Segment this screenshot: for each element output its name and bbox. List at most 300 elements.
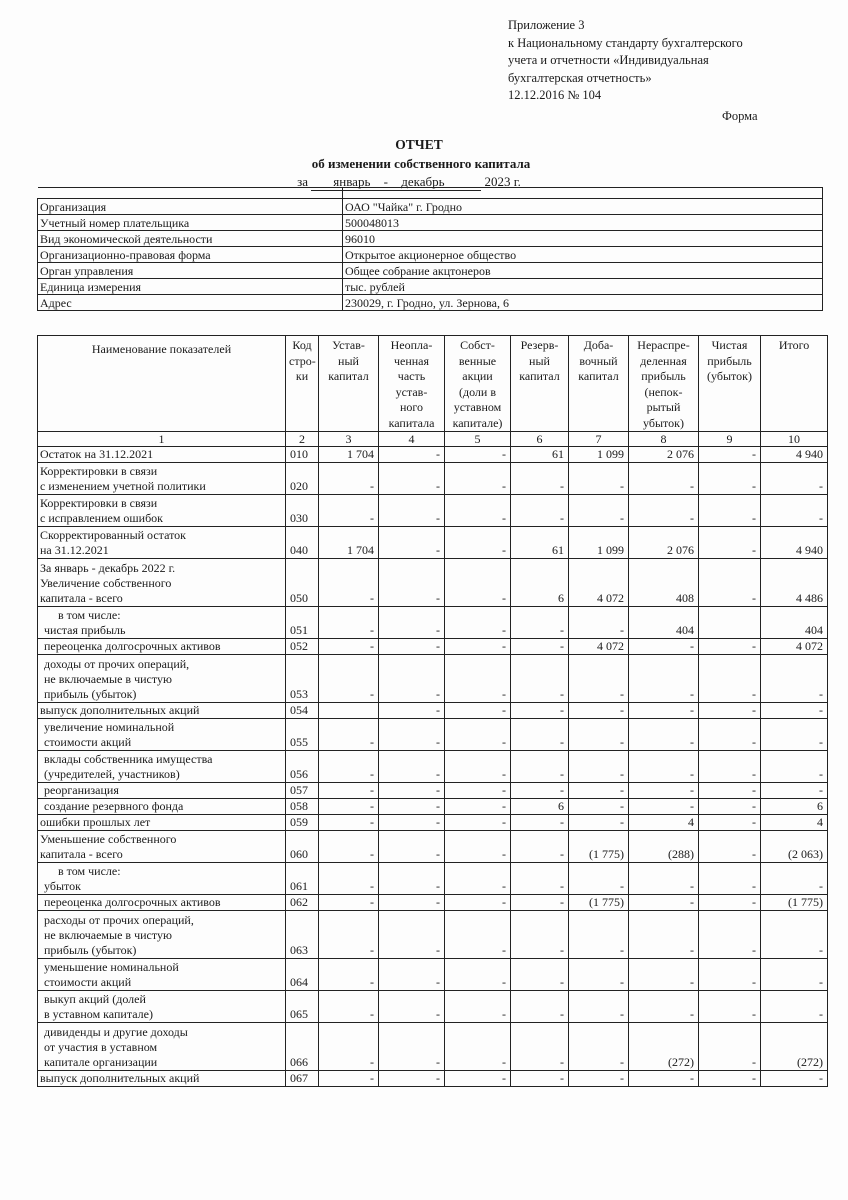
row-value: - (379, 783, 445, 799)
row-value: - (319, 559, 379, 607)
column-number: 5 (445, 432, 511, 447)
table-row (38, 815, 828, 831)
row-code: 040 (286, 527, 319, 559)
row-value: - (699, 719, 761, 751)
row-name-line: Корректировки в связи (40, 464, 158, 478)
row-name-line: стоимости акций (44, 975, 132, 989)
row-value: (288) (629, 831, 699, 863)
row-value: - (569, 783, 629, 799)
row-value: - (569, 607, 629, 639)
report-title-block (0, 137, 848, 191)
header-text-line: деленная (640, 353, 687, 368)
info-row-activity (38, 231, 823, 247)
column-number-row (38, 432, 828, 447)
period-year: 2023 г. (484, 174, 521, 189)
row-value: - (445, 495, 511, 527)
equity-changes-table (37, 335, 828, 1087)
row-name (38, 559, 286, 607)
info-value: ОАО "Чайка" г. Гродно (343, 199, 823, 215)
row-value: - (761, 719, 828, 751)
row-value: - (761, 1071, 828, 1087)
header-text-line: Итого (778, 338, 810, 352)
row-value: - (699, 703, 761, 719)
table-row (38, 991, 828, 1023)
row-value: - (761, 863, 828, 895)
row-value: - (699, 863, 761, 895)
info-value: 96010 (343, 231, 823, 247)
row-value: - (699, 463, 761, 495)
row-name-line: капитала - всего (40, 591, 123, 605)
header-retained-earnings (629, 336, 699, 432)
row-name-line: капитала - всего (40, 847, 123, 861)
row-name-line: увеличение номинальной (44, 720, 175, 734)
row-value: - (319, 911, 379, 959)
row-name-line: не включаемые в чистую (44, 928, 172, 942)
row-code: 067 (286, 1071, 319, 1087)
header-line-code (286, 336, 319, 432)
row-value: - (319, 655, 379, 703)
row-value: - (511, 607, 569, 639)
table-row (38, 1023, 828, 1071)
row-value: 2 076 (629, 527, 699, 559)
row-value: - (629, 783, 699, 799)
row-code: 061 (286, 863, 319, 895)
row-value: - (569, 815, 629, 831)
row-value: - (699, 911, 761, 959)
row-code: 054 (286, 703, 319, 719)
table-row (38, 463, 828, 495)
table-row (38, 559, 828, 607)
row-value: 4 486 (761, 559, 828, 607)
header-charter-capital (319, 336, 379, 432)
row-value: - (569, 655, 629, 703)
header-text-line: ки (295, 369, 309, 383)
row-value: - (699, 959, 761, 991)
row-name (38, 527, 286, 559)
row-value: - (379, 1023, 445, 1071)
row-value: 4 940 (761, 447, 828, 463)
info-row-address (38, 295, 823, 311)
row-value: - (761, 991, 828, 1023)
row-value: - (319, 719, 379, 751)
column-number: 1 (38, 432, 286, 447)
row-value: - (629, 719, 699, 751)
period-prefix: за (297, 174, 309, 189)
row-value: - (511, 751, 569, 783)
row-value: 404 (761, 607, 828, 639)
row-name-line: Корректировки в связи (40, 496, 158, 510)
row-value: 1 099 (569, 527, 629, 559)
row-name-line: Скорректированный остаток (40, 528, 186, 542)
row-value: - (629, 703, 699, 719)
table-row (38, 831, 828, 863)
row-code: 020 (286, 463, 319, 495)
row-value: - (445, 1071, 511, 1087)
row-value: 61 (511, 527, 569, 559)
row-name (38, 463, 286, 495)
row-value: (2 063) (761, 831, 828, 863)
header-text-line: Наименование показателей (91, 342, 232, 356)
row-value: - (629, 959, 699, 991)
header-text-line: капитал (578, 369, 619, 383)
row-name-line: За январь - декабрь 2022 г. (40, 561, 176, 575)
row-value: - (445, 783, 511, 799)
appendix-line: учета и отчетности «Индивидуальная (508, 53, 709, 67)
row-name-line: в уставном капитале) (44, 1007, 153, 1021)
appendix-line: к Национальному стандарту бухгалтерского (508, 35, 743, 50)
header-text-line: вочный (579, 353, 618, 368)
row-value: - (379, 655, 445, 703)
info-label: Единица измерения (38, 279, 343, 295)
row-value: - (379, 959, 445, 991)
period-to: декабрь (401, 174, 445, 189)
row-value: 408 (629, 559, 699, 607)
row-value: - (379, 719, 445, 751)
row-value: 6 (511, 559, 569, 607)
row-name-line: Остаток на 31.12.2021 (40, 447, 154, 461)
header-text-line: уставном (453, 400, 502, 414)
appendix-line: бухгалтерская отчетность» (508, 70, 652, 85)
row-value: - (629, 799, 699, 815)
table-row (38, 783, 828, 799)
header-text-line: ный (529, 353, 550, 368)
row-value: - (569, 863, 629, 895)
table-row (38, 639, 828, 655)
info-row-governing-body (38, 263, 823, 279)
row-name (38, 607, 286, 639)
row-value: 4 940 (761, 527, 828, 559)
header-text-line: прибыль (641, 369, 686, 383)
row-value: - (699, 1023, 761, 1071)
row-value: - (629, 895, 699, 911)
row-value: 1 099 (569, 447, 629, 463)
row-value: - (569, 911, 629, 959)
period-dash: - (383, 174, 388, 189)
row-name (38, 895, 286, 911)
row-value: - (379, 895, 445, 911)
table-row (38, 895, 828, 911)
row-value: - (319, 815, 379, 831)
row-value: - (379, 863, 445, 895)
row-value: - (511, 815, 569, 831)
column-number: 6 (511, 432, 569, 447)
header-text-line: рытый (646, 400, 681, 414)
row-name (38, 815, 286, 831)
table-row (38, 447, 828, 463)
row-name-line: в том числе: (58, 608, 121, 622)
row-value: - (699, 639, 761, 655)
row-value: - (569, 799, 629, 815)
row-value: - (699, 783, 761, 799)
row-value: - (379, 527, 445, 559)
info-label: Организационно-правовая форма (38, 247, 343, 263)
header-net-profit (699, 336, 761, 432)
header-text-line: устав- (395, 384, 428, 399)
table-row (38, 655, 828, 703)
row-value: - (511, 703, 569, 719)
row-value: 61 (511, 447, 569, 463)
row-code: 060 (286, 831, 319, 863)
row-value: - (319, 1023, 379, 1071)
row-value: - (445, 719, 511, 751)
column-number: 4 (379, 432, 445, 447)
row-name-line: ошибки прошлых лет (40, 815, 151, 829)
row-name-line: выпуск дополнительных акций (40, 1071, 200, 1085)
row-name (38, 495, 286, 527)
row-name (38, 799, 286, 815)
row-name-line: выкуп акций (долей (44, 992, 146, 1006)
row-code: 059 (286, 815, 319, 831)
row-code: 052 (286, 639, 319, 655)
column-number: 8 (629, 432, 699, 447)
row-value: - (379, 463, 445, 495)
row-name (38, 991, 286, 1023)
row-value: - (445, 447, 511, 463)
table-row (38, 799, 828, 815)
row-name-line: Уменьшение собственного (40, 832, 177, 846)
info-value: 230029, г. Гродно, ул. Зернова, 6 (343, 295, 823, 311)
header-text-line: убыток) (643, 415, 684, 430)
column-number: 2 (286, 432, 319, 447)
row-value: - (511, 719, 569, 751)
row-value: - (511, 991, 569, 1023)
row-value: - (761, 703, 828, 719)
header-text-line: капитал (328, 369, 369, 383)
row-code: 066 (286, 1023, 319, 1071)
row-value: - (569, 991, 629, 1023)
appendix-line: 12.12.2016 № 104 (508, 88, 602, 102)
row-value: - (445, 527, 511, 559)
row-value: - (445, 559, 511, 607)
row-name (38, 831, 286, 863)
header-text-line: венные (458, 353, 497, 368)
row-name-line: прибыль (убыток) (44, 687, 137, 701)
row-value: - (761, 655, 828, 703)
header-text-line: Устав- (332, 338, 365, 352)
row-name (38, 911, 286, 959)
row-value: 4 072 (761, 639, 828, 655)
row-name (38, 447, 286, 463)
row-value: 4 (629, 815, 699, 831)
row-value: - (319, 783, 379, 799)
row-value: - (569, 463, 629, 495)
row-value: - (445, 655, 511, 703)
organization-info-table (37, 187, 823, 311)
row-value: - (319, 959, 379, 991)
row-value: - (511, 959, 569, 991)
row-value: - (761, 751, 828, 783)
row-value: - (379, 799, 445, 815)
info-row-legal-form (38, 247, 823, 263)
row-value: - (379, 751, 445, 783)
row-name-line: не включаемые в чистую (44, 672, 172, 686)
info-value: Общее собрание акцтонеров (343, 263, 823, 279)
row-value: (1 775) (569, 831, 629, 863)
row-value: - (629, 463, 699, 495)
table-row (38, 527, 828, 559)
row-name (38, 783, 286, 799)
info-label: Орган управления (38, 263, 343, 279)
row-value: - (629, 751, 699, 783)
row-name-line: с изменением учетной политики (40, 479, 206, 493)
header-text-line: (непок- (644, 384, 683, 399)
row-value: - (319, 751, 379, 783)
column-number: 9 (699, 432, 761, 447)
table-row (38, 959, 828, 991)
row-value: - (569, 703, 629, 719)
row-value: - (761, 495, 828, 527)
row-code: 055 (286, 719, 319, 751)
row-value: - (629, 991, 699, 1023)
row-value: 4 072 (569, 559, 629, 607)
row-name-line: переоценка долгосрочных активов (44, 895, 221, 909)
row-code: 062 (286, 895, 319, 911)
row-value: - (319, 463, 379, 495)
header-text-line: стро- (289, 353, 316, 368)
row-value: - (569, 751, 629, 783)
row-value: - (379, 559, 445, 607)
row-value: - (569, 719, 629, 751)
row-value: - (445, 991, 511, 1023)
row-value (319, 703, 379, 719)
row-value: - (629, 863, 699, 895)
row-name-line: Увеличение собственного (40, 576, 172, 590)
header-text-line: Собст- (460, 338, 495, 352)
row-value (699, 607, 761, 639)
row-name (38, 655, 286, 703)
row-name-line: на 31.12.2021 (40, 543, 109, 557)
row-value: - (699, 1071, 761, 1087)
row-value: - (511, 783, 569, 799)
row-name (38, 959, 286, 991)
row-name-line: чистая прибыль (44, 623, 126, 637)
row-value: - (699, 559, 761, 607)
row-value: - (379, 607, 445, 639)
header-row (38, 336, 828, 432)
row-value: - (511, 1023, 569, 1071)
row-value: - (699, 751, 761, 783)
appendix-note (508, 17, 828, 105)
row-value: - (569, 1071, 629, 1087)
row-value: - (445, 639, 511, 655)
row-value: - (511, 911, 569, 959)
row-value: (272) (761, 1023, 828, 1071)
row-value: - (445, 1023, 511, 1071)
info-label: Вид экономической деятельности (38, 231, 343, 247)
column-number: 7 (569, 432, 629, 447)
info-row-organization (38, 199, 823, 215)
row-value: - (699, 527, 761, 559)
row-value: - (445, 895, 511, 911)
row-name-line: дивиденды и другие доходы (44, 1025, 188, 1039)
header-text-line: акции (462, 369, 493, 383)
table-row (38, 703, 828, 719)
row-value: - (319, 1071, 379, 1087)
row-value: - (379, 639, 445, 655)
column-number: 3 (319, 432, 379, 447)
form-label: Форма (722, 109, 758, 123)
row-name (38, 703, 286, 719)
row-name (38, 1023, 286, 1071)
row-code: 064 (286, 959, 319, 991)
row-name-line: стоимости акций (44, 735, 132, 749)
header-additional-capital (569, 336, 629, 432)
header-text-line: капитал (519, 369, 560, 383)
header-unpaid-charter-capital (379, 336, 445, 432)
row-value: - (511, 495, 569, 527)
row-name-line: расходы от прочих операций, (44, 913, 194, 927)
row-value: - (699, 895, 761, 911)
row-code: 056 (286, 751, 319, 783)
row-value: - (319, 831, 379, 863)
row-value: - (379, 447, 445, 463)
row-value: - (699, 799, 761, 815)
row-value: - (511, 831, 569, 863)
row-value: - (569, 959, 629, 991)
row-value: - (629, 495, 699, 527)
row-value: - (445, 607, 511, 639)
row-value: - (699, 815, 761, 831)
info-value: Открытое акционерное общество (343, 247, 823, 263)
header-text-line: Нераспре- (637, 338, 690, 352)
row-name-line: реорганизация (44, 783, 119, 797)
row-name (38, 863, 286, 895)
row-name-line: прибыль (убыток) (44, 943, 137, 957)
row-value: - (569, 1023, 629, 1071)
info-row-unit (38, 279, 823, 295)
header-text-line: Неопла- (390, 338, 433, 352)
table-row (38, 607, 828, 639)
header-text-line: Чистая (711, 338, 748, 352)
row-value: - (511, 639, 569, 655)
row-value: - (379, 911, 445, 959)
row-value: 6 (761, 799, 828, 815)
row-code: 010 (286, 447, 319, 463)
info-value: тыс. рублей (343, 279, 823, 295)
row-value: - (445, 703, 511, 719)
row-value: - (629, 639, 699, 655)
row-code: 051 (286, 607, 319, 639)
row-value: - (699, 447, 761, 463)
header-total (761, 336, 828, 432)
row-value: - (511, 863, 569, 895)
row-value: 4 072 (569, 639, 629, 655)
table-row (38, 911, 828, 959)
row-value: - (445, 831, 511, 863)
row-name-line: выпуск дополнительных акций (40, 703, 200, 717)
header-text-line: ный (338, 353, 359, 368)
row-value: - (379, 815, 445, 831)
row-value: - (319, 495, 379, 527)
header-indicator-name (38, 336, 286, 432)
row-value: - (761, 959, 828, 991)
row-value: - (445, 815, 511, 831)
table-row (38, 863, 828, 895)
row-value: - (379, 1071, 445, 1087)
row-value: 1 704 (319, 527, 379, 559)
header-reserve-capital (511, 336, 569, 432)
header-text-line: капитале) (452, 415, 503, 430)
row-value: 404 (629, 607, 699, 639)
row-name-line: вклады собственника имущества (44, 752, 213, 766)
row-name-line: с исправлением ошибок (40, 511, 164, 525)
row-value: 6 (511, 799, 569, 815)
row-value: - (511, 1071, 569, 1087)
row-value: - (699, 495, 761, 527)
row-value: - (699, 655, 761, 703)
row-value: - (319, 895, 379, 911)
info-label: Учетный номер плательщика (38, 215, 343, 231)
